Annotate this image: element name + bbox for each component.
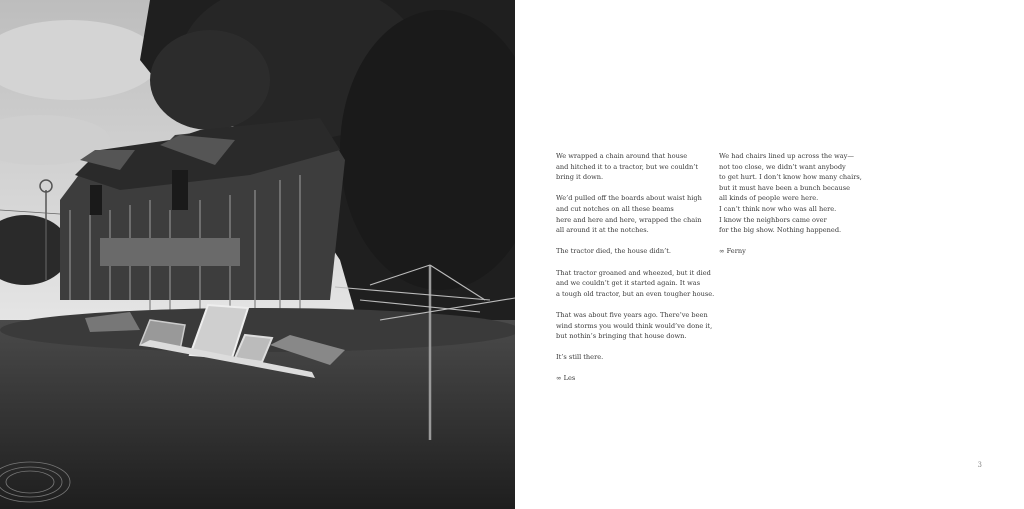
text-line: a tough old tractor, but an even tougher house. — [556, 289, 715, 298]
text-line: It’s still there. — [556, 353, 604, 362]
text-page — [515, 0, 1024, 509]
text-line: to get hurt. I don’t know how many chairs, — [719, 173, 862, 182]
quote-column-les — [556, 151, 715, 395]
text-line: and we couldn’t get it started again. It was — [556, 279, 701, 288]
text-line: We wrapped a chain around that house — [556, 152, 688, 160]
paragraph — [556, 193, 706, 235]
text-line: not too close, we didn’t want anybody — [719, 162, 846, 171]
text-line: The tractor died, the house didn’t. — [556, 247, 671, 256]
text-line: We’d pulled off the boards about waist high — [556, 194, 702, 203]
text-line: I can’t think now who was all here. — [719, 204, 837, 213]
text-line: bring it down. — [556, 173, 604, 182]
text-line: but it must have been a bunch because — [719, 183, 851, 192]
text-line: That tractor groaned and wheezed, but it died — [556, 268, 711, 277]
paragraph — [556, 151, 706, 183]
text-line: but nothin’s bringing that house down. — [556, 332, 687, 341]
page-number: 3 — [977, 461, 982, 469]
signature-ferny: ∞ Ferny — [719, 247, 746, 256]
text-line: here and here and here, wrapped the chain — [556, 215, 702, 224]
signature-les: ∞ Les — [556, 374, 576, 383]
quote-column-ferny — [719, 151, 869, 268]
text-line: and cut notches on all these beams — [556, 204, 674, 213]
paragraph — [556, 268, 715, 300]
text-line: I know the neighbors came over — [719, 215, 827, 224]
text-line: all around it at the notches. — [556, 226, 649, 235]
paragraph — [556, 352, 706, 363]
text-line: wind storms you would think would’ve done it, — [556, 321, 713, 330]
text-line: We had chairs lined up across the way— — [719, 152, 854, 160]
paragraph — [556, 246, 706, 257]
paragraph — [556, 310, 713, 342]
text-line: all kinds of people were here. — [719, 194, 819, 203]
text-line: for the big show. Nothing happened. — [719, 226, 842, 235]
text-line: and hitched it to a tractor, but we couldn’t — [556, 162, 699, 171]
text-line: That was about five years ago. There’ve been — [556, 310, 708, 319]
paragraph — [719, 151, 869, 236]
